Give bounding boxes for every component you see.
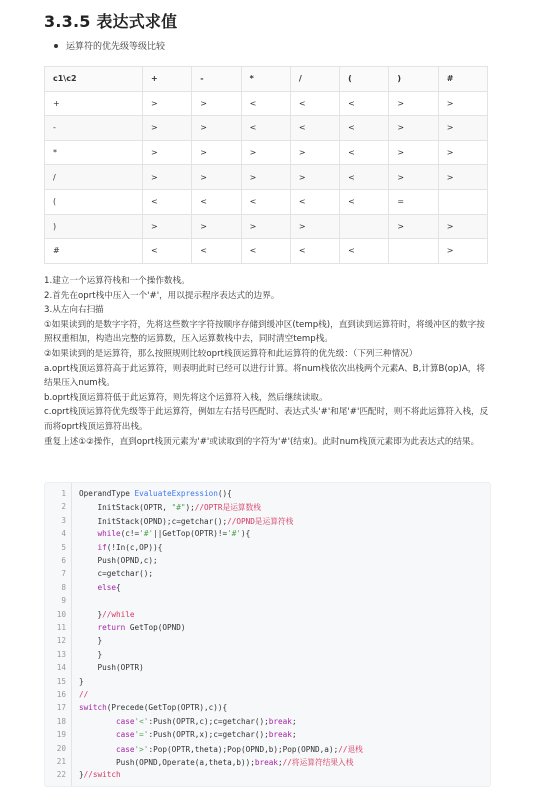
code-token: } <box>79 770 84 780</box>
code-token: ); <box>185 503 195 513</box>
code-token: } <box>79 609 103 619</box>
table-cell: + <box>45 91 143 116</box>
table-cell: < <box>192 189 241 214</box>
code-line <box>79 690 88 699</box>
table-header-cell: * <box>241 67 290 92</box>
code-token: OperandType <box>79 489 135 498</box>
code-token: (Precede(GetTop(OPTR),c)){ <box>106 703 228 713</box>
table-row <box>45 189 488 214</box>
table-cell: - <box>45 116 143 141</box>
table-cell: > <box>192 140 241 165</box>
table-cell <box>438 189 487 214</box>
code-token: GetTop(OPND) <box>125 623 186 632</box>
table-cell: < <box>241 189 290 214</box>
line-number: 22 <box>56 770 66 780</box>
table-row <box>45 165 488 190</box>
code-line <box>79 636 102 645</box>
code-token: '>' <box>134 744 149 754</box>
code-line <box>79 610 135 619</box>
table-cell: < <box>340 91 389 116</box>
table-cell: < <box>290 116 339 141</box>
code-token: (c!= <box>120 529 140 539</box>
table-header-cell: / <box>290 67 339 92</box>
table-cell: < <box>340 140 389 165</box>
table-cell: > <box>438 165 487 190</box>
code-token: (!In(c,OP)){ <box>106 542 163 552</box>
code-token: while <box>97 529 121 539</box>
bullet-text: 运算符的优先级等级比较 <box>66 42 166 52</box>
code-token: else <box>97 582 117 592</box>
table-cell: > <box>241 140 290 165</box>
code-line <box>79 717 297 726</box>
code-line <box>79 529 250 538</box>
code-token: '#' <box>227 529 242 539</box>
table-cell: > <box>241 165 290 190</box>
table-row <box>45 116 488 141</box>
line-number: 13 <box>56 649 66 659</box>
table-cell: ) <box>45 214 143 239</box>
code-token: case <box>116 744 135 754</box>
code-token <box>79 543 98 552</box>
code-token: if <box>97 542 107 552</box>
code-token: InitStack(OPTR, <box>79 503 172 513</box>
code-token: case <box>116 716 135 726</box>
code-line <box>79 502 261 513</box>
line-number: 21 <box>56 757 66 766</box>
table-cell <box>389 239 438 264</box>
line-number: 14 <box>56 663 66 673</box>
code-token: //OPND是运算符栈 <box>227 516 294 526</box>
code-token: '<' <box>134 716 149 726</box>
code-line <box>79 770 121 779</box>
code-token: InitStack(OPND);c=getchar(); <box>79 516 228 526</box>
section-heading: 3.3.5 表达式求值 <box>44 12 178 31</box>
code-token: } <box>79 676 84 686</box>
line-number: 5 <box>61 542 66 552</box>
bullet-dot-icon <box>54 44 58 48</box>
line-number: 7 <box>61 569 66 579</box>
table-row <box>45 91 488 116</box>
table-cell: * <box>45 140 143 165</box>
table-cell: > <box>438 116 487 141</box>
table-cell: > <box>290 214 339 239</box>
table-cell: > <box>241 214 290 239</box>
table-row <box>45 140 488 165</box>
table-cell: > <box>438 239 487 264</box>
table-cell: < <box>290 91 339 116</box>
table-cell: > <box>143 140 192 165</box>
code-token: switch <box>79 703 107 713</box>
table-cell: < <box>340 189 389 214</box>
paragraph-line: ②如果读到的是运算符，那么按照规则比较oprt栈顶运算符和此运算符的优先级：（下列三种情况） <box>44 348 418 359</box>
table-header-cell: # <box>438 67 487 92</box>
code-line <box>79 583 121 592</box>
line-number: 6 <box>61 556 66 565</box>
code-token <box>79 529 98 538</box>
code-token <box>79 623 98 632</box>
table-cell: > <box>389 165 438 190</box>
code-line <box>79 569 153 578</box>
code-line <box>79 703 227 712</box>
code-token: Push(OPND,c); <box>79 556 158 565</box>
table-cell: > <box>389 91 438 116</box>
table-cell: = <box>389 189 438 214</box>
code-token: '#' <box>139 529 154 539</box>
code-token <box>79 730 116 739</box>
table-cell: > <box>290 140 339 165</box>
table-cell: > <box>438 140 487 165</box>
code-token: "#" <box>171 503 186 513</box>
code-token: case <box>116 730 135 740</box>
table-cell: > <box>438 214 487 239</box>
code-token <box>79 583 98 592</box>
table-cell: > <box>290 165 339 190</box>
table-cell: # <box>45 239 143 264</box>
line-number: 17 <box>56 703 66 713</box>
code-token: Push(OPTR) <box>79 663 144 673</box>
line-number: 8 <box>61 582 66 592</box>
code-token: EvaluateExpression <box>134 489 218 498</box>
table-header-row <box>45 67 488 92</box>
table-row <box>45 214 488 239</box>
line-number: 15 <box>56 676 66 686</box>
line-number: 3 <box>61 515 66 525</box>
line-number: 20 <box>56 743 66 753</box>
line-number: 4 <box>61 529 66 539</box>
paragraph-line: a.oprt栈顶运算符高于此运算符，则表明此时已经可以进行计算。将num栈依次出栈两个元素A、B,计算B(op)A，将结果压入num栈。 <box>44 363 485 389</box>
code-token: } <box>79 649 103 659</box>
code-token: return <box>97 623 126 632</box>
table-cell: ( <box>45 189 143 214</box>
line-number: 9 <box>61 596 66 606</box>
paragraph-line: 1.建立一个运算符栈和一个操作数栈。 <box>44 276 190 286</box>
code-token: :Push(OPTR,c);c=getchar(); <box>148 716 269 726</box>
line-number: 11 <box>56 623 66 632</box>
table-row <box>45 239 488 264</box>
code-token: ){ <box>241 529 251 539</box>
table-cell: > <box>389 116 438 141</box>
line-number: 10 <box>56 609 66 619</box>
code-block <box>44 482 491 787</box>
code-token: //退栈 <box>338 744 363 754</box>
paragraph-line: ①如果读到的是数字字符，先将这些数字字符按顺序存储到缓冲区(temp栈)，直到读到运算符时，将缓冲区的数字按照权重相加，构造出完整的运算数，压入运算数栈中去，同时清空temp栈。 <box>44 319 485 345</box>
code-token: ; <box>291 716 297 726</box>
line-number: 16 <box>56 690 66 699</box>
table-cell: < <box>241 91 290 116</box>
priority-table <box>44 66 488 264</box>
table-cell: < <box>340 165 389 190</box>
table-cell: > <box>389 214 438 239</box>
explanation-text <box>44 274 492 449</box>
table-header-cell: - <box>192 67 241 92</box>
bullet-item <box>54 39 165 52</box>
table-cell: > <box>143 116 192 141</box>
table-header-cell: ( <box>340 67 389 92</box>
code-line <box>79 730 297 739</box>
table-cell: < <box>241 239 290 264</box>
code-token: c=getchar(); <box>79 569 154 579</box>
line-number: 18 <box>56 716 66 726</box>
line-number: 2 <box>61 502 66 512</box>
table-cell: < <box>290 189 339 214</box>
code-token: ; <box>278 758 283 767</box>
code-token: :Pop(OPTR,theta);Pop(OPND,b);Pop(OPND,a); <box>148 744 339 754</box>
table-header-cell: + <box>143 67 192 92</box>
table-cell: < <box>192 239 241 264</box>
table-cell: > <box>143 214 192 239</box>
code-token: //switch <box>83 770 121 780</box>
paragraph-line: 3.从左向右扫描 <box>44 305 104 316</box>
code-line <box>79 650 102 659</box>
code-token: { <box>116 582 121 592</box>
code-token: //while <box>102 609 135 619</box>
table-cell: < <box>290 239 339 264</box>
code-token: //将运算符结果入栈 <box>282 758 354 767</box>
code-line <box>79 744 363 755</box>
table-cell: < <box>143 239 192 264</box>
table-cell: > <box>192 91 241 116</box>
table-body <box>45 91 488 263</box>
table-cell: > <box>192 165 241 190</box>
table-cell: > <box>192 116 241 141</box>
table-header-cell: c1\c2 <box>45 67 143 92</box>
code-token: :Push(OPTR,x);c=getchar(); <box>148 730 269 740</box>
code-line <box>79 757 353 768</box>
table-cell: > <box>438 91 487 116</box>
code-token: ; <box>291 730 297 740</box>
table-cell: < <box>143 189 192 214</box>
table-cell: > <box>192 214 241 239</box>
paragraph-line: 2.首先在oprt栈中压入一个'#'，用以提示程序表达式的边界。 <box>44 290 280 301</box>
table-cell: < <box>241 116 290 141</box>
paragraph-line: b.oprt栈顶运算符低于此运算符，则先将这个运算符入栈，然后继续读取。 <box>44 392 328 403</box>
table-cell: / <box>45 165 143 190</box>
code-token <box>79 717 116 726</box>
code-line <box>79 516 293 527</box>
code-line <box>79 556 158 565</box>
paragraph-line: 重复上述①②操作，直到oprt栈顶元素为'#'或读取到的字符为'#'(结束)。此时num栈顶元素即为此表达式的结果。 <box>44 436 480 447</box>
code-token: break <box>268 716 292 726</box>
line-number: 19 <box>56 730 66 740</box>
code-token: break <box>268 730 292 740</box>
code-token: '=' <box>134 730 149 740</box>
line-number: 1 <box>61 489 66 498</box>
table-cell: > <box>143 91 192 116</box>
code-line <box>79 543 162 552</box>
code-line <box>79 623 185 632</box>
code-token: Push(OPND,Operate(a,theta,b)); <box>79 758 255 767</box>
code-token: // <box>79 690 89 699</box>
code-line <box>79 677 84 686</box>
paragraph-line: c.oprt栈顶运算符优先级等于此运算符，例如左右括号匹配时、表达式头'#'和尾'#'匹配时，则不将此运算符入栈，反而将oprt栈顶运算符出栈。 <box>44 407 489 432</box>
table-cell: < <box>340 116 389 141</box>
code-token: //OPTR是运算数栈 <box>194 503 261 513</box>
code-token: } <box>79 636 103 646</box>
table-cell: < <box>340 239 389 264</box>
code-token: break <box>254 758 279 767</box>
table-cell <box>340 214 389 239</box>
table-header-cell: ) <box>389 67 438 92</box>
code-line <box>79 489 232 498</box>
table-cell: > <box>389 140 438 165</box>
line-number: 12 <box>56 636 66 646</box>
code-line <box>79 663 144 672</box>
code-token: ||GetTop(OPTR)!= <box>153 529 228 539</box>
code-token <box>79 745 116 754</box>
code-token: (){ <box>217 489 232 498</box>
table-cell: > <box>143 165 192 190</box>
